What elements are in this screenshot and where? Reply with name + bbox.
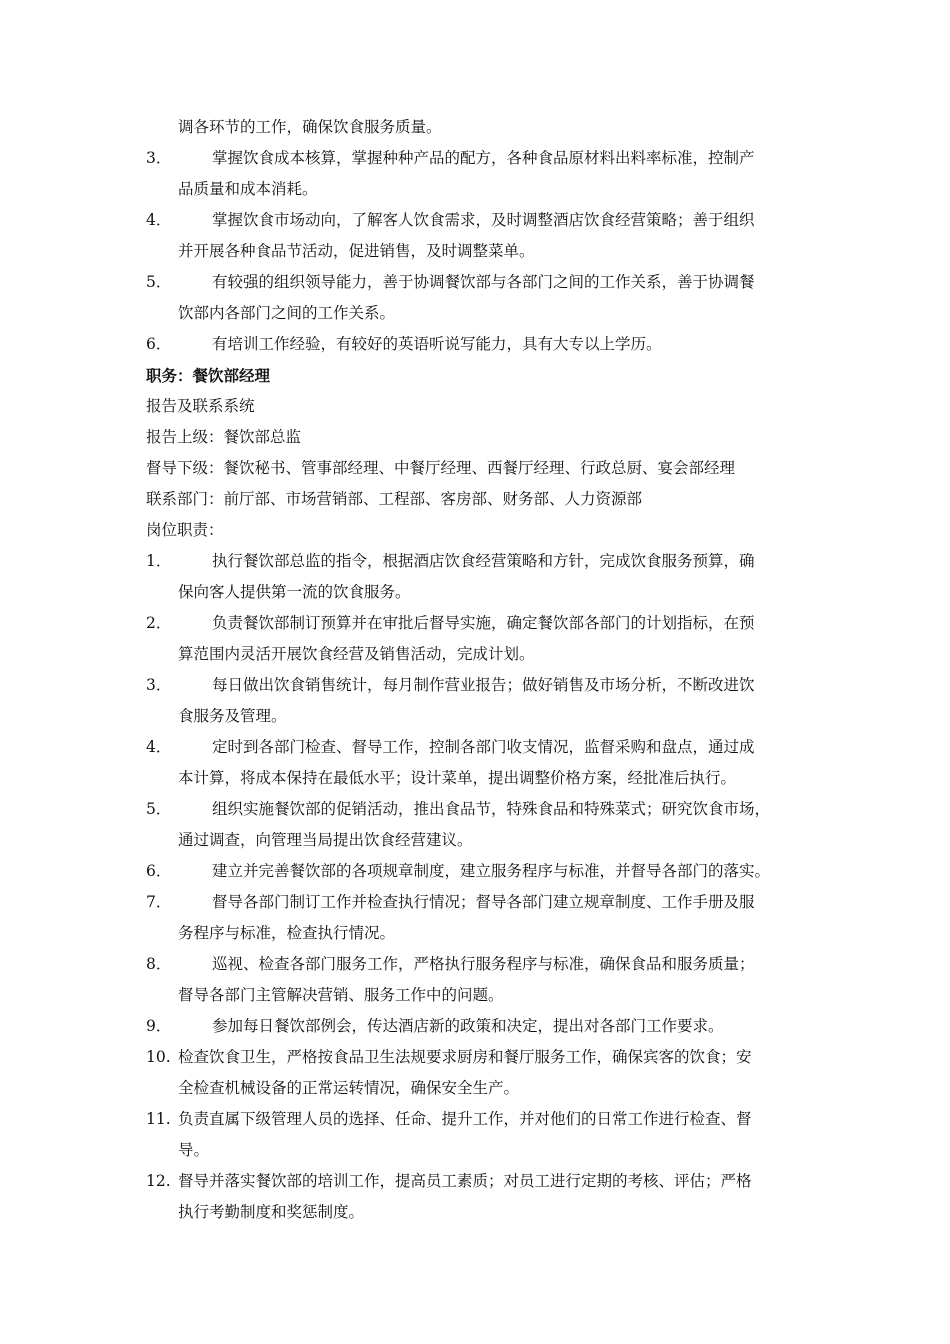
superior-line: 报告上级：餐饮部总监 [146, 428, 302, 446]
item-number: 11. [146, 1110, 171, 1128]
list-item [146, 267, 826, 329]
item-number: 6． [146, 335, 172, 353]
item-number: 7． [146, 893, 172, 911]
item-text: 执行餐饮部总监的指令，根据酒店饮食经营策略和方针，完成饮食服务预算，确 [212, 552, 755, 570]
list-item [146, 949, 826, 1011]
item-text: 检查饮食卫生，严格按食品卫生法规要求厨房和餐厅服务工作，确保宾客的饮食；安 [178, 1048, 752, 1066]
duties-label: 岗位职责： [146, 521, 224, 539]
item-text-continued: 保向客人提供第一流的饮食服务。 [178, 583, 411, 601]
list-item [146, 1042, 826, 1104]
item-number: 12. [146, 1172, 171, 1190]
item-text-continued: 饮部内各部门之间的工作关系。 [178, 304, 396, 322]
item-text: 督导各部门制订工作并检查执行情况；督导各部门建立规章制度、工作手册及服 [212, 893, 755, 911]
report-system-label: 报告及联系系统 [146, 397, 255, 415]
item-text-continued: 执行考勤制度和奖惩制度。 [178, 1203, 365, 1221]
list-item [146, 329, 826, 360]
item-text: 巡视、检查各部门服务工作，严格执行服务程序与标准，确保食品和服务质量； [212, 955, 755, 973]
list-item [146, 1166, 826, 1228]
item-text-continued: 品质量和成本消耗。 [178, 180, 318, 198]
list-item [146, 143, 826, 205]
item-number: 3． [146, 149, 172, 167]
item-number: 8． [146, 955, 172, 973]
item-number: 4． [146, 738, 172, 756]
item-text-continued: 导。 [178, 1141, 210, 1159]
item-text-continued: 食服务及管理。 [178, 707, 287, 725]
list-item [146, 546, 826, 608]
item-number: 1． [146, 552, 172, 570]
item-text: 掌握饮食市场动向，了解客人饮食需求，及时调整酒店饮食经营策略；善于组织 [212, 211, 755, 229]
item-text: 负责餐饮部制订预算并在审批后督导实施，确定餐饮部各部门的计划指标，在预 [212, 614, 755, 632]
item-text: 组织实施餐饮部的促销活动，推出食品节，特殊食品和特殊菜式；研究饮食市场， [212, 800, 771, 818]
item-text-continued: 全检查机械设备的正常运转情况，确保安全生产。 [178, 1079, 520, 1097]
item-text: 建立并完善餐饮部的各项规章制度，建立服务程序与标准，并督导各部门的落实。 [212, 862, 771, 880]
item-text: 有较强的组织领导能力，善于协调餐饮部与各部门之间的工作关系，善于协调餐 [212, 273, 755, 291]
item-text: 有培训工作经验，有较好的英语听说写能力，具有大专以上学历。 [212, 335, 662, 353]
item-number: 9． [146, 1017, 172, 1035]
item-number: 2． [146, 614, 172, 632]
list-item [146, 794, 826, 856]
item-text: 定时到各部门检查、督导工作，控制各部门收支情况，监督采购和盘点，通过成 [212, 738, 755, 756]
item-text-continued: 通过调查，向管理当局提出饮食经营建议。 [178, 831, 473, 849]
item-text-continued: 算范围内灵活开展饮食经营及销售活动，完成计划。 [178, 645, 535, 663]
item-number: 5． [146, 800, 172, 818]
item-number: 5． [146, 273, 172, 291]
list-item [146, 732, 826, 794]
position-title: 职务：餐饮部经理 [146, 366, 271, 385]
item-text: 掌握饮食成本核算，掌握种种产品的配方，各种食品原材料出料率标准，控制产 [212, 149, 755, 167]
list-item [146, 1011, 826, 1042]
document-body [146, 112, 826, 1228]
item-number: 4． [146, 211, 172, 229]
list-item [146, 670, 826, 732]
item-text-continued: 务程序与标准，检查执行情况。 [178, 924, 396, 942]
item-number: 6． [146, 862, 172, 880]
item-text: 督导并落实餐饮部的培训工作，提高员工素质；对员工进行定期的考核、评估；严格 [178, 1172, 752, 1190]
subordinates-line: 督导下级：餐饮秘书、管事部经理、中餐厅经理、西餐厅经理、行政总厨、宴会部经理 [146, 459, 736, 477]
item-text-continued: 本计算，将成本保持在最低水平；设计菜单，提出调整价格方案，经批准后执行。 [178, 769, 737, 787]
item-text-continued: 督导各部门主管解决营销、服务工作中的问题。 [178, 986, 504, 1004]
item-text: 每日做出饮食销售统计，每月制作营业报告；做好销售及市场分析，不断改进饮 [212, 676, 755, 694]
list-item [146, 205, 826, 267]
continuation-text: 调各环节的工作，确保饮食服务质量。 [178, 118, 442, 136]
item-number: 10. [146, 1048, 171, 1066]
item-text-continued: 并开展各种食品节活动，促进销售，及时调整菜单。 [178, 242, 535, 260]
contacts-line: 联系部门：前厅部、市场营销部、工程部、客房部、财务部、人力资源部 [146, 490, 643, 508]
list-item [146, 1104, 826, 1166]
item-text: 参加每日餐饮部例会，传达酒店新的政策和决定，提出对各部门工作要求。 [212, 1017, 724, 1035]
item-number: 3． [146, 676, 172, 694]
item-text: 负责直属下级管理人员的选择、任命、提升工作，并对他们的日常工作进行检查、督 [178, 1110, 752, 1128]
list-item [146, 856, 826, 887]
list-item [146, 887, 826, 949]
list-item [146, 608, 826, 670]
